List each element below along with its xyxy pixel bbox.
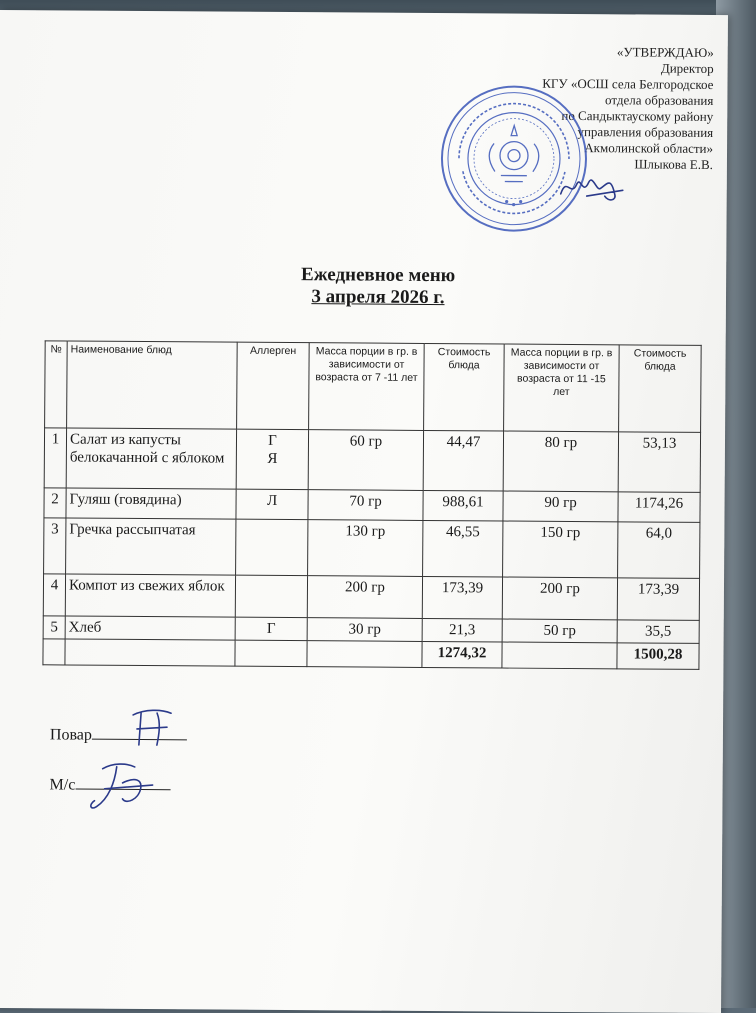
menu-date: 3 апреля 2026 г. bbox=[311, 286, 445, 309]
total-cost-7-11: 1274,32 bbox=[422, 641, 502, 668]
allergen bbox=[236, 519, 308, 576]
allergen bbox=[236, 429, 308, 490]
dish-name: Салат из капусты белокачанной с яблоком bbox=[66, 428, 236, 489]
nurse-label: М/с bbox=[49, 776, 76, 794]
row-number: 5 bbox=[43, 616, 65, 639]
column-header: Аллерген bbox=[237, 342, 310, 430]
column-header: Стоимость блюда bbox=[619, 345, 702, 433]
dish-name: Гуляш (говядина) bbox=[66, 488, 236, 519]
table-row bbox=[44, 518, 700, 579]
row-number: 1 bbox=[44, 428, 66, 488]
column-header: Масса порции в гр. в зависимости от возраста от 7 -11 лет bbox=[309, 343, 425, 431]
approval-line: по Сандыктаускому району bbox=[561, 107, 714, 124]
dish-name: Гречка рассыпчатая bbox=[66, 518, 236, 575]
portion-7-11: 30 гр bbox=[307, 618, 422, 642]
cost-7-11: 173,39 bbox=[422, 576, 502, 619]
portion-7-11: 200 гр bbox=[307, 576, 422, 619]
cost-7-11: 988,61 bbox=[423, 490, 503, 521]
portion-7-11: 130 гр bbox=[308, 520, 423, 577]
approval-line: Акмолинской области» bbox=[584, 140, 714, 156]
table-header-row bbox=[45, 341, 702, 433]
approval-line: КГУ «ОСШ села Белгородское bbox=[542, 75, 714, 92]
total-cost-11-15: 1500,28 bbox=[617, 643, 699, 670]
portion-11-15: 150 гр bbox=[503, 521, 618, 578]
cook-label: Повар bbox=[49, 726, 92, 744]
portion-11-15: 200 гр bbox=[502, 577, 617, 620]
allergen: Л bbox=[236, 489, 308, 520]
allergen: Г bbox=[235, 617, 307, 641]
approval-line: Директор bbox=[660, 60, 714, 76]
cost-7-11: 44,47 bbox=[423, 430, 503, 491]
document-page bbox=[0, 10, 728, 1013]
allergen bbox=[235, 575, 307, 618]
row-number: 3 bbox=[44, 518, 66, 574]
director-signature-icon bbox=[557, 166, 627, 206]
empty-cell bbox=[502, 642, 617, 669]
table-row bbox=[44, 488, 700, 523]
allergen-text: Г Я bbox=[267, 432, 278, 467]
table-row bbox=[43, 574, 699, 621]
menu-table bbox=[42, 340, 701, 670]
approval-line: Шлыкова Е.В. bbox=[634, 156, 713, 172]
nurse-signature-icon bbox=[82, 759, 160, 816]
empty-cell bbox=[65, 639, 235, 666]
cost-11-15: 64,0 bbox=[618, 522, 700, 579]
portion-11-15: 50 гр bbox=[502, 619, 617, 643]
cost-11-15: 173,39 bbox=[617, 578, 699, 621]
portion-11-15: 80 гр bbox=[503, 431, 618, 492]
empty-cell bbox=[307, 641, 422, 668]
dish-name: Компот из свежих яблок bbox=[65, 574, 235, 617]
totals-row bbox=[43, 639, 699, 670]
approval-line: управления образования bbox=[577, 124, 714, 140]
title-line: Ежедневное меню bbox=[301, 264, 456, 287]
cost-7-11: 46,55 bbox=[423, 520, 503, 577]
cost-11-15: 53,13 bbox=[618, 432, 700, 493]
dish-name: Хлеб bbox=[65, 616, 235, 640]
cost-11-15: 35,5 bbox=[617, 620, 699, 644]
column-header: Масса порции в гр. в зависимости от возраста от 11 -15 лет bbox=[504, 344, 620, 432]
column-header: Наименование блюд bbox=[67, 341, 238, 429]
approval-line: «УТВЕРЖДАЮ» bbox=[616, 44, 714, 60]
table-row bbox=[44, 428, 700, 493]
portion-7-11: 70 гр bbox=[308, 490, 423, 521]
portion-11-15: 90 гр bbox=[503, 491, 618, 522]
empty-cell bbox=[235, 640, 307, 667]
row-number: 4 bbox=[43, 574, 65, 616]
column-header: № bbox=[45, 341, 68, 428]
approval-line: отдела образования bbox=[605, 92, 714, 108]
row-number: 2 bbox=[44, 488, 66, 518]
portion-7-11: 60 гр bbox=[308, 430, 423, 491]
empty-cell bbox=[43, 639, 65, 665]
column-header: Стоимость блюда bbox=[424, 343, 505, 431]
cost-11-15: 1174,26 bbox=[618, 492, 700, 523]
cost-7-11: 21,3 bbox=[422, 618, 502, 642]
official-seal-icon bbox=[438, 83, 589, 234]
document-title bbox=[198, 263, 558, 310]
cook-signature-icon bbox=[127, 705, 177, 749]
